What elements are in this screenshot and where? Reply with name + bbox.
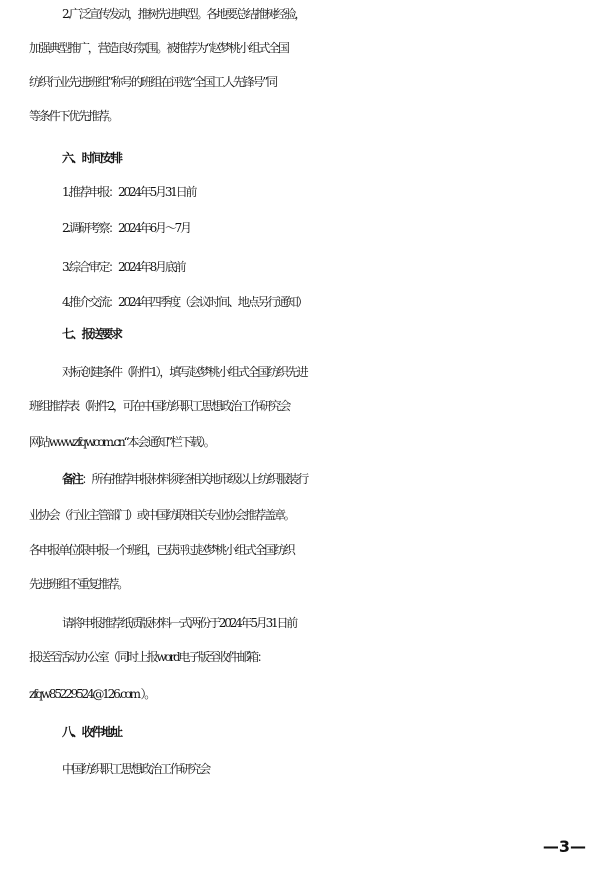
address-line: 中国纺织职工思想政治工作研究会	[62, 762, 210, 776]
note-line1-text: ：所有推荐申报材料须经相关地市级以上纺织服装行	[81, 472, 308, 486]
s5-para2-line3: 纺织行业先进班组”称号的班组在评选“全国工人先锋号”同	[29, 75, 277, 89]
schedule-item-3: 3.综合审定：2024年8月底前	[62, 260, 185, 274]
email-address-line: zfqw85229524@126.com ）。	[29, 687, 155, 701]
note-label: 备注	[62, 472, 82, 486]
section6-heading: 六、时间安排	[62, 151, 121, 165]
note-line4: 先进班组不重复推荐。	[29, 577, 128, 591]
s5-para2-line1: 2.广泛宣传发动，推树先进典型。各地要总结推树经验，	[62, 7, 305, 21]
schedule-item-2: 2.调研考察：2024年6月～7月	[62, 221, 190, 235]
s7-para1-line2: 班组推荐表（附件2，可在中国纺织职工思想政治工作研究会	[29, 399, 290, 413]
s5-para2-line2: 加强典型推广，营造良好氛围。被推荐为“赵梦桃小组式全国	[29, 41, 288, 55]
schedule-item-1: 1.推荐申报：2024年5月31日前	[62, 185, 196, 199]
s7-para1-line3: 网站www.zfqw.com.cn“本会通知”栏下载）。	[29, 435, 214, 449]
s7-para2-line1: 请将申报推荐纸质版材料一式两份于2024年5月31日前	[62, 616, 297, 630]
schedule-item-4: 4.推介交流：2024年四季度（会议时间、地点另行通知）	[62, 295, 307, 309]
note-line3: 各申报单位限申报一个班组，已获评过赵梦桃小组式全国纺织	[29, 543, 294, 557]
section7-heading: 七、报送要求	[62, 327, 121, 341]
s5-para2-line4: 等条件下优先推荐。	[29, 109, 118, 123]
s7-para2-line2: 报送至活动办公室（同时上报word电子版至收件邮箱：	[29, 650, 267, 664]
note-line2: 业协会（行业主管部门）或中国纺联相关专业协会推荐盖章。	[29, 508, 294, 522]
s7-para1-line1: 对标创建条件（附件1），填写赵梦桃小组式全国纺织先进	[62, 365, 307, 379]
section8-heading: 八、收件地址	[62, 725, 121, 739]
note-line1	[62, 465, 600, 493]
page-number: —3—	[542, 837, 586, 856]
